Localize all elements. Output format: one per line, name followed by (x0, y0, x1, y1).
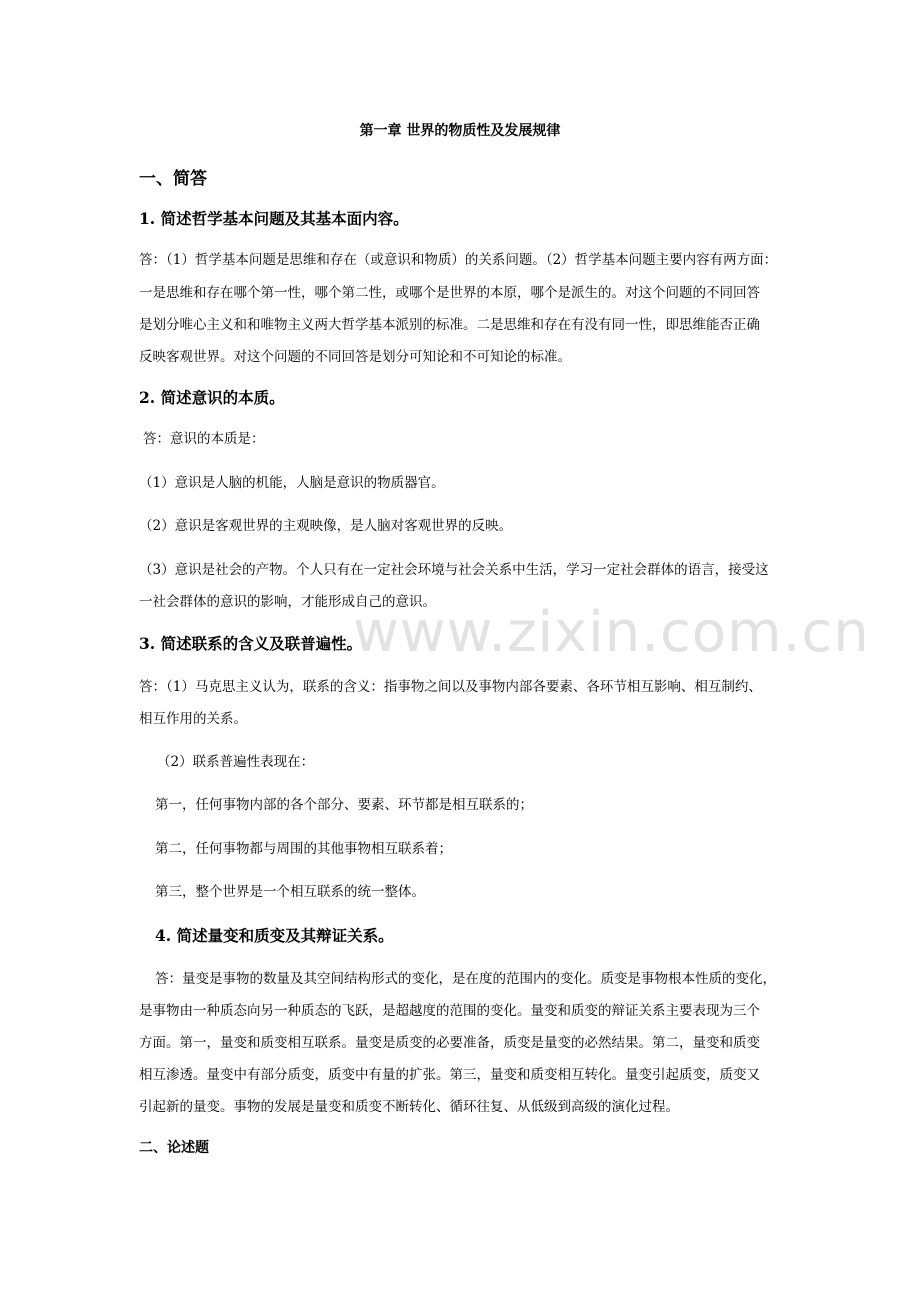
watermark: www.zixin.com.cn (353, 600, 870, 665)
answer-line: 引起新的量变。事物的发展是量变和质变不断转化、循环往复、从低级到高级的演化过程。 (139, 1099, 679, 1115)
answer-line: （3）意识是社会的产物。个人只有在一定社会环境与社会关系中生活，学习一定社会群体的语言，接受这 (139, 562, 769, 578)
answer-line: 第三，整个世界是一个相互联系的统一整体。 (155, 884, 425, 900)
chapter-title: 第一章 世界的物质性及发展规律 (359, 123, 561, 139)
answer-line: （2）意识是客观世界的主观映像，是人脑对客观世界的反映。 (139, 518, 513, 534)
answer-line: 方面。第一，量变和质变相互联系。量变是质变的必要准备，质变是量变的必然结果。第二，量变和质变 (139, 1035, 760, 1051)
answer-line: 一是思维和存在哪个第一性，哪个第二性，或哪个是世界的本原，哪个是派生的。对这个问题的不同回答 (139, 285, 760, 301)
answer-line: 一社会群体的意识的影响，才能形成自己的意识。 (139, 594, 436, 610)
answer-line: 答：意识的本质是： (143, 431, 265, 447)
answer-line: （2）联系普遍性表现在： (157, 754, 315, 770)
answer-line: 是事物由一种质态向另一种质态的飞跃，是超越度的范围的变化。量变和质变的辩证关系主要表现为三个 (139, 1003, 760, 1019)
answer-line: 相互渗透。量变中有部分质变，质变中有量的扩张。第三，量变和质变相互转化。量变引起质变，质变又 (139, 1067, 760, 1083)
question-1-title: 1. 简述哲学基本问题及其基本面内容。 (139, 209, 409, 228)
answer-line: 答：（1）哲学基本问题是思维和存在（或意识和物质）的关系问题。（2）哲学基本问题主要内容有两方面： (139, 252, 778, 268)
question-3-title: 3. 简述联系的含义及联普遍性。 (139, 634, 363, 653)
question-2-title: 2. 简述意识的本质。 (139, 388, 285, 407)
answer-line: 第二，任何事物都与周围的其他事物相互联系着； (155, 841, 452, 857)
section-heading-essay: 二、论述题 (139, 1140, 209, 1156)
answer-line: 答：量变是事物的数量及其空间结构形式的变化，是在度的范围内的变化。质变是事物根本性质的变化， (155, 971, 776, 987)
answer-line: 相互作用的关系。 (139, 711, 247, 727)
answer-line: 是划分唯心主义和和唯物主义两大哲学基本派别的标准。二是思维和存在有没有同一性，即思维能否正确 (139, 317, 760, 333)
answer-line: 答：（1）马克思主义认为，联系的含义：指事物之间以及事物内部各要素、各环节相互影响、相互制约、 (139, 679, 762, 695)
section-heading-short-answer: 一、简答 (139, 169, 207, 189)
answer-line: 第一，任何事物内部的各个部分、要素、环节都是相互联系的； (155, 797, 533, 813)
question-4-title: 4. 简述量变和质变及其辩证关系。 (155, 926, 394, 945)
answer-line: 反映客观世界。对这个问题的不同回答是划分可知论和不可知论的标准。 (139, 349, 571, 365)
answer-line: （1）意识是人脑的机能，人脑是意识的物质器官。 (139, 475, 445, 491)
